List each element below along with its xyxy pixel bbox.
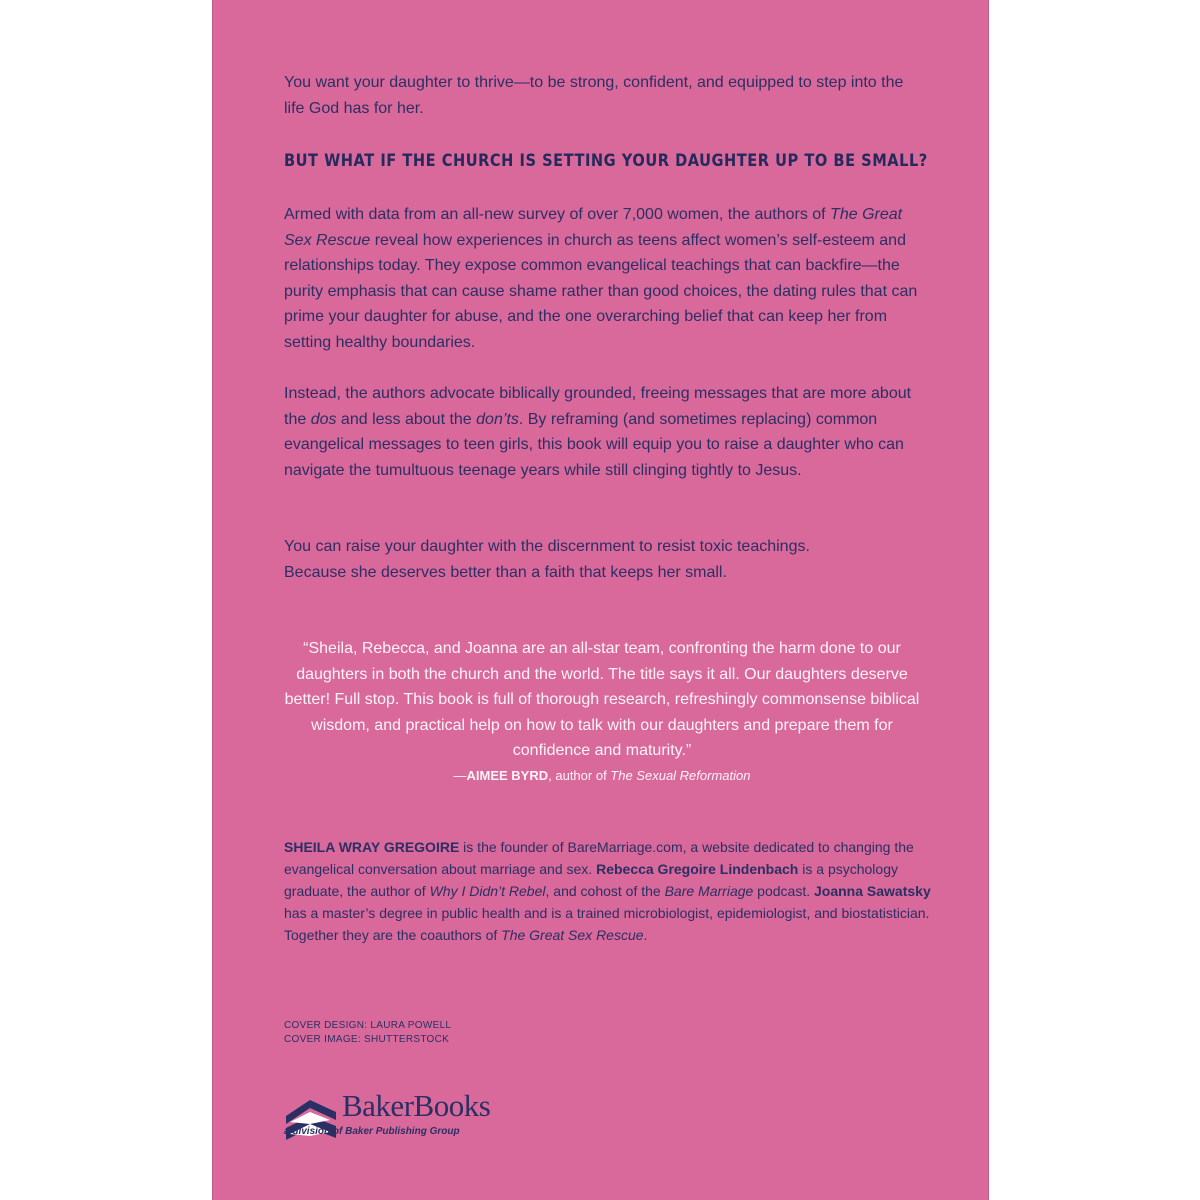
publisher-name: BakerBooks [342, 1088, 491, 1123]
publisher-division: a division of Baker Publishing Group [284, 1126, 460, 1137]
author-1-name: SHEILA WRAY GREGOIRE [284, 839, 460, 855]
endorser-book: The Sexual Reformation [610, 768, 751, 783]
description-paragraph [284, 202, 924, 355]
para2-text-b: reveal how experiences in church as teens affect women’s self-esteem and relationships today. They expose common evangelical teachings that can backfire—the purity emphasis that can cause shame rather than good choices, the dating rules that can prime your daughter for abuse, and the one overarching belief that can keep her from setting healthy boundaries. [284, 231, 918, 351]
endorser-role: , author of [548, 768, 611, 783]
closing-paragraph [284, 534, 924, 585]
advocacy-paragraph [284, 381, 924, 483]
endorser-name: AIMEE BYRD [466, 768, 549, 783]
para4-line-b: Because she deserves better than a faith that keeps her small. [284, 563, 727, 581]
bio-text-6: . [643, 927, 648, 943]
bio-podcast: Bare Marriage [664, 883, 754, 899]
author-2-name: Rebecca Gregoire Lindenbach [596, 861, 799, 877]
para3-donts: don’ts [476, 410, 519, 428]
para3-text-b: and less about the [336, 410, 477, 428]
bio-text-5: has a master’s degree in public health and is a trained microbiologist, epidemiologist, and biostatistician. Together they are the coauthors of [284, 905, 930, 943]
para2-book-title: The Great Sex Rescue [284, 206, 903, 249]
bio-text-3: , and cohost of the [545, 883, 665, 899]
intro-paragraph: You want your daughter to thrive—to be strong, confident, and equipped to step into the life God has for her. [284, 74, 904, 117]
bio-text-2: is a psychology graduate, the author of [284, 861, 898, 899]
cover-design-credit: COVER DESIGN: LAURA POWELL [284, 1020, 452, 1031]
attribution-dash: — [453, 768, 467, 783]
para3-text-a: Instead, the authors advocate biblically grounded, freeing messages that are more about the [284, 385, 912, 428]
bio-text-1: is the founder of BareMarriage.com, a website dedicated to changing the evangelical conversation about marriage and sex. [284, 839, 914, 877]
para4-line-a: You can raise your daughter with the discernment to resist toxic teachings. [284, 538, 810, 555]
author-3-name: Joanna Sawatsky [814, 883, 931, 899]
author-bio [284, 836, 934, 946]
para2-text-a: Armed with data from an all-new survey of over 7,000 women, the authors of [284, 206, 831, 223]
bio-book-2: The Great Sex Rescue [501, 927, 644, 943]
endorsement-quote: “Sheila, Rebecca, and Joanna are an all-star team, confronting the harm done to our daughters in both the church and the world. The title says it all. Our daughters deserve better! Full stop. This book is full of thorough research, refreshingly commonsense biblical wisdom, and practical help on how to talk with our daughters and prepare them for confidence and maturity.” [284, 640, 920, 759]
bio-text-4: podcast. [753, 883, 814, 899]
para3-text-c: . By reframing (and sometimes replacing) common evangelical messages to teen girls, this book will equip you to raise a daughter who can navigate the tumultuous teenage years while still clinging tightly to Jesus. [284, 410, 904, 479]
endorsement-attribution [272, 766, 932, 786]
bio-book-1: Why I Didn’t Rebel [429, 883, 546, 899]
headline: BUT WHAT IF THE CHURCH IS SETTING YOUR DAUGHTER UP TO BE SMALL? [284, 151, 928, 171]
cover-image-credit: COVER IMAGE: SHUTTERSTOCK [284, 1034, 450, 1045]
para3-dos: dos [310, 410, 337, 428]
cover-credits [284, 1019, 451, 1047]
